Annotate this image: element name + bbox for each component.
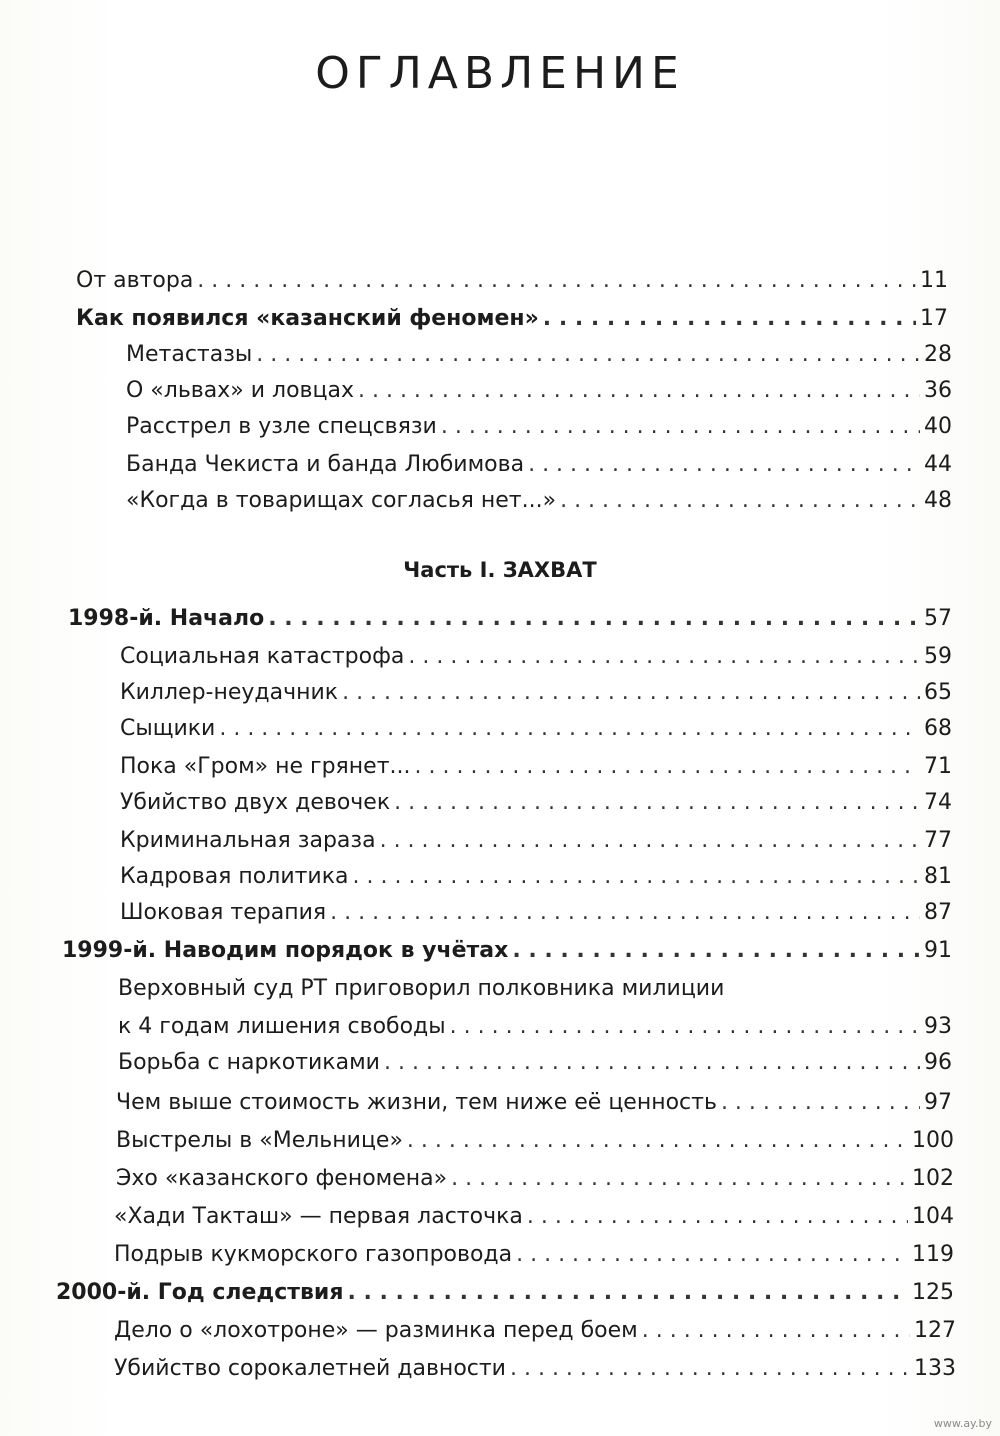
toc-entry (120, 642, 952, 672)
toc-entry (120, 714, 952, 744)
toc-entry-page: 102 (912, 1166, 954, 1191)
toc-entry (118, 1012, 952, 1042)
toc-entry-page: 81 (924, 864, 952, 889)
toc-entry-page: 28 (924, 342, 952, 367)
toc-entry-page: 44 (924, 452, 952, 477)
leader-dots (347, 1278, 908, 1308)
toc-entry-page: 11 (920, 268, 948, 293)
toc-entry-page: 125 (912, 1280, 954, 1305)
toc-entry (68, 604, 952, 634)
toc-entry (116, 1088, 952, 1118)
toc-entry-page: 104 (912, 1204, 954, 1229)
toc-entry (76, 304, 948, 334)
toc-entry-label: «Когда в товарищах согласья нет...» (126, 488, 557, 513)
toc-entry-label: Криминальная зараза (120, 828, 376, 853)
leader-dots (384, 1048, 920, 1078)
toc-entry-label: Выстрелы в «Мельнице» (116, 1128, 403, 1153)
toc-entry-page: 59 (924, 644, 952, 669)
toc-entry-page: 91 (924, 938, 952, 963)
toc-entry-label: О «львах» и ловцах (126, 378, 354, 403)
toc-entry-label: Пока «Гром» не грянет... (120, 754, 411, 779)
toc-entry-label: Шоковая терапия (120, 900, 327, 925)
toc-entry-page: 68 (924, 716, 952, 741)
toc-entry (120, 752, 952, 782)
leader-dots (642, 1316, 910, 1346)
toc-entry-label: к 4 годам лишения свободы (118, 1014, 446, 1039)
leader-dots (543, 304, 916, 334)
toc-entry-label: Дело о «лохотроне» — разминка перед боем (114, 1318, 638, 1343)
toc-entry-page: 119 (912, 1242, 954, 1267)
leader-dots (353, 862, 921, 892)
toc-entry-page: 36 (924, 378, 952, 403)
toc-entry-page: 65 (924, 680, 952, 705)
toc-entry (118, 1048, 952, 1078)
toc-entry-page: 87 (924, 900, 952, 925)
leader-dots (510, 1354, 910, 1384)
toc-entry-label: Социальная катастрофа (120, 644, 405, 669)
toc-entry (114, 1202, 954, 1232)
leader-dots (721, 1088, 920, 1118)
leader-dots (560, 486, 920, 516)
page-title: ОГЛАВЛЕНИЕ (315, 48, 685, 99)
toc-entry-label: Убийство двух девочек (120, 790, 391, 815)
toc-entry-label: Сыщики (120, 716, 216, 741)
toc-entry-label: Чем выше стоимость жизни, тем ниже её ценность (116, 1090, 717, 1115)
toc-entry (114, 1240, 954, 1270)
leader-dots (451, 1164, 908, 1194)
toc-entry-page: 71 (924, 754, 952, 779)
leader-dots (268, 604, 920, 634)
leader-dots (197, 266, 916, 296)
leader-dots (256, 340, 920, 370)
toc-entry-label: Подрыв кукморского газопровода (114, 1242, 513, 1267)
toc-entry-page: 97 (924, 1090, 952, 1115)
part-title: Часть I. ЗАХВАТ (403, 558, 597, 582)
leader-dots (528, 450, 920, 480)
toc-entry (120, 862, 952, 892)
toc-entry-label: Как появился «казанский феномен» (76, 306, 539, 331)
leader-dots (358, 376, 920, 406)
toc-entry-label: «Хади Такташ» — первая ласточка (114, 1204, 523, 1229)
toc-entry-label: Метастазы (126, 342, 253, 367)
leader-dots (407, 1126, 908, 1156)
toc-entry (120, 678, 952, 708)
toc-entry (126, 450, 952, 480)
leader-dots (394, 788, 920, 818)
toc-entry-label: От автора (76, 268, 194, 293)
toc-entry (116, 1164, 954, 1194)
toc-entry-page: 100 (912, 1128, 954, 1153)
leader-dots (342, 678, 920, 708)
toc-entry (126, 486, 952, 516)
toc-entry-label: Киллер-неудачник (120, 680, 339, 705)
toc-entry (120, 788, 952, 818)
toc-entry-page: 77 (924, 828, 952, 853)
toc-entry-label: Эхо «казанского феномена» (116, 1166, 448, 1191)
toc-entry (120, 898, 952, 928)
toc-entry (62, 936, 952, 966)
toc-entry-label: Убийство сорокалетней давности (114, 1356, 506, 1381)
toc-entry-label: Расстрел в узле спецсвязи (126, 414, 437, 439)
leader-dots (380, 826, 920, 856)
toc-entry (120, 826, 952, 856)
toc-entry-label: 2000-й. Год следствия (56, 1280, 344, 1305)
toc-entry-label: Кадровая политика (120, 864, 349, 889)
toc-entry (56, 1278, 954, 1308)
leader-dots (441, 412, 920, 442)
toc-entry-page: 93 (924, 1014, 952, 1039)
toc-entry (76, 266, 948, 296)
toc-entry (126, 340, 952, 370)
leader-dots (330, 898, 920, 928)
toc-entry-label: 1999-й. Наводим порядок в учётах (62, 938, 509, 963)
toc-entry-page: 127 (914, 1318, 956, 1343)
leader-dots (512, 936, 920, 966)
toc-entry-page: 133 (914, 1356, 956, 1381)
toc-entry (114, 1354, 956, 1384)
toc-entry (126, 412, 952, 442)
toc-entry-label-line1: Верховный суд РТ приговорил полковника милиции (118, 976, 725, 1001)
toc-entry (114, 1316, 956, 1346)
toc-entry-label: Банда Чекиста и банда Любимова (126, 452, 525, 477)
leader-dots (516, 1240, 908, 1270)
toc-entry-page: 57 (924, 606, 952, 631)
leader-dots (219, 714, 920, 744)
leader-dots (527, 1202, 908, 1232)
leader-dots (415, 752, 920, 782)
watermark: www.ay.by (933, 1417, 992, 1430)
toc-entry-page: 96 (924, 1050, 952, 1075)
toc-entry-page: 48 (924, 488, 952, 513)
toc-entry (116, 1126, 954, 1156)
toc-entry-page: 40 (924, 414, 952, 439)
leader-dots (408, 642, 920, 672)
toc-entry-label: Борьба с наркотиками (118, 1050, 380, 1075)
toc-entry-page: 74 (924, 790, 952, 815)
toc-entry-page: 17 (920, 306, 948, 331)
toc-entry (126, 376, 952, 406)
leader-dots (450, 1012, 920, 1042)
toc-entry-label: 1998-й. Начало (68, 606, 265, 631)
